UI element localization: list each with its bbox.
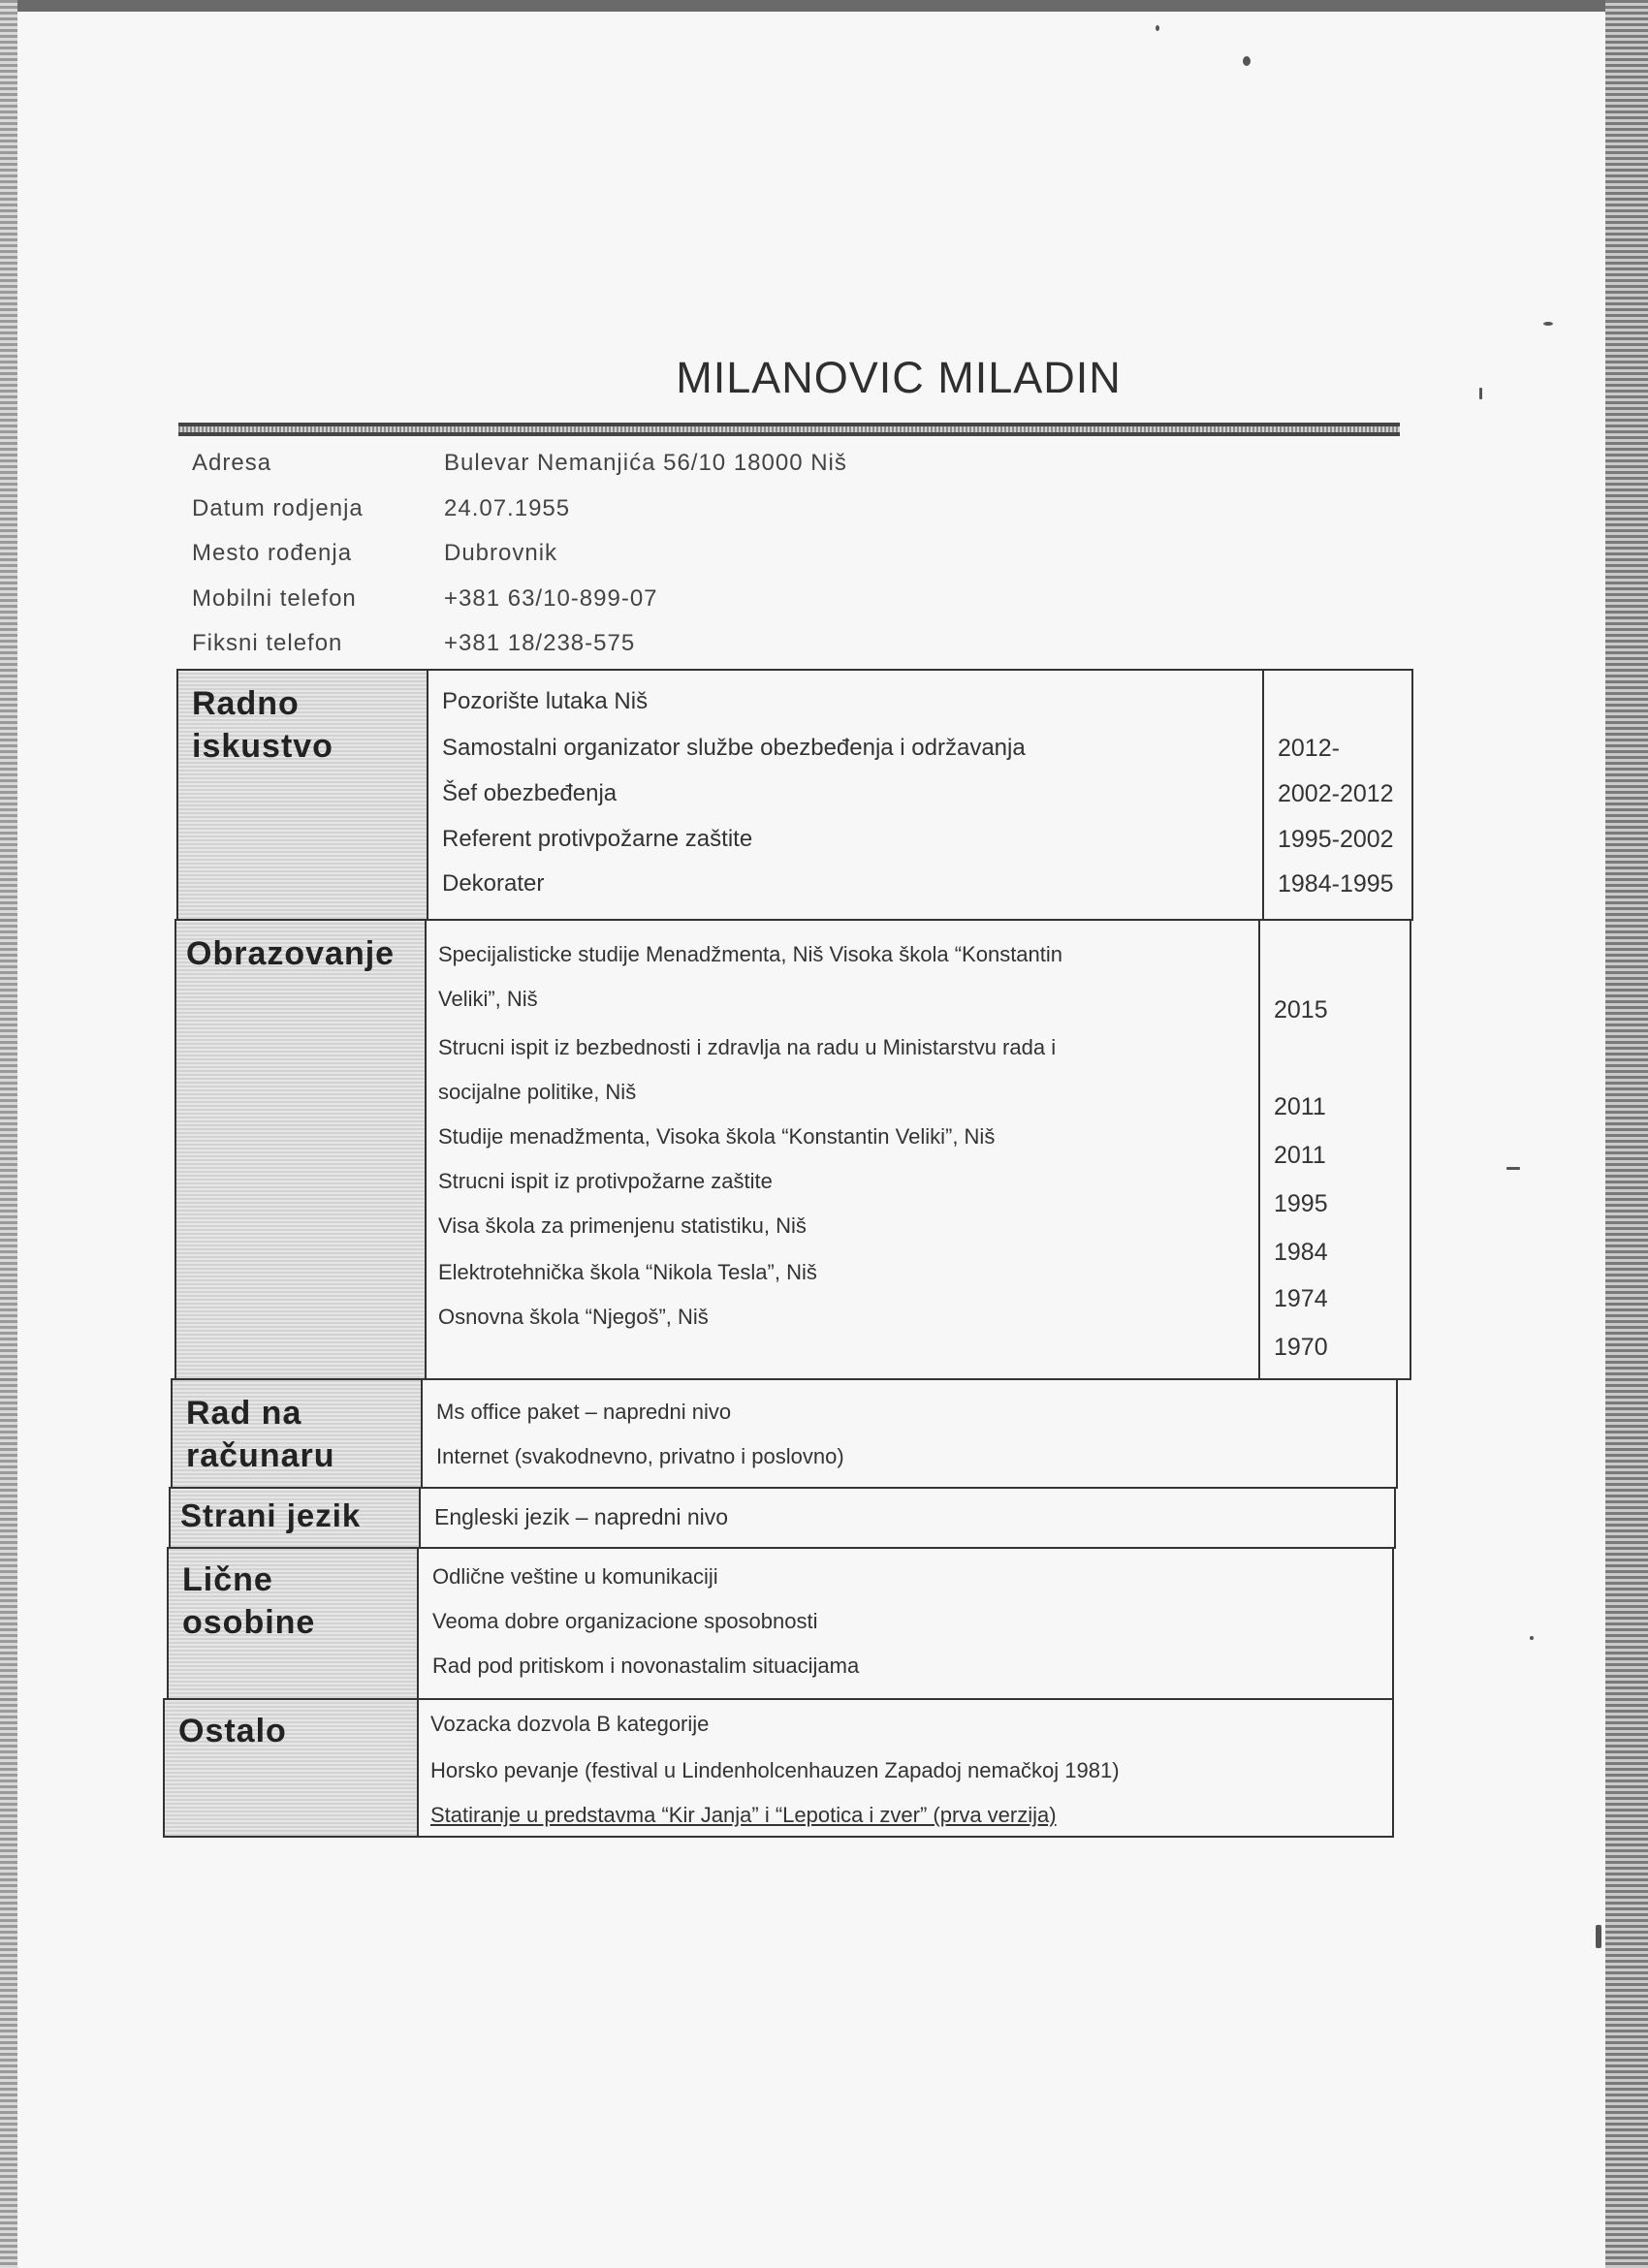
section-items xyxy=(442,671,1262,919)
year: 1974 xyxy=(1274,1285,1328,1312)
scan-speck xyxy=(1479,388,1482,399)
info-label: Mesto rođenja xyxy=(192,540,353,566)
resume-name: MILANOVIC MILADIN xyxy=(676,353,1122,402)
section-language xyxy=(169,1487,1396,1549)
year: 2011 xyxy=(1274,1093,1326,1120)
year: 2011 xyxy=(1274,1142,1326,1169)
section-heading: Lične osobine xyxy=(169,1549,419,1698)
list-item: Strucni ispit iz bezbednosti i zdravlja na radu u Ministarstvu rada i xyxy=(438,1035,1057,1059)
list-item: Odlične veštine u komunikaciji xyxy=(432,1564,718,1589)
section-years xyxy=(1262,671,1411,919)
section-items xyxy=(430,1700,1392,1836)
list-item: Studije menadžmenta, Visoka škola “Konstantin Veliki”, Niš xyxy=(438,1124,996,1149)
info-value: +381 63/10-899-07 xyxy=(444,584,658,612)
list-item: Pozorište lutaka Niš xyxy=(442,688,649,714)
info-label: Adresa xyxy=(192,450,272,476)
section-work xyxy=(176,669,1413,921)
info-value: Dubrovnik xyxy=(444,540,558,566)
scan-edge-right xyxy=(1605,0,1648,2268)
scan-speck xyxy=(1156,25,1159,31)
scan-speck xyxy=(1530,1636,1534,1640)
year: 1995-2002 xyxy=(1278,826,1394,853)
list-item: Vozacka dozvola B kategorije xyxy=(430,1712,710,1736)
list-item: Ms office paket – napredni nivo xyxy=(436,1400,732,1424)
year: 1984 xyxy=(1274,1239,1328,1266)
list-item: Strucni ispit iz protivpožarne zaštite xyxy=(438,1169,773,1193)
section-heading: Radno iskustvo xyxy=(178,671,428,919)
info-label: Fiksni telefon xyxy=(192,630,343,656)
list-item: Veoma dobre organizacione sposobnosti xyxy=(432,1609,818,1633)
section-items xyxy=(436,1380,1396,1487)
info-value: 24.07.1955 xyxy=(444,494,571,521)
year: 1995 xyxy=(1274,1190,1328,1217)
list-item: Osnovna škola “Njegoš”, Niš xyxy=(438,1305,709,1329)
list-item: Horsko pevanje (festival u Lindenholcenhauzen Zapadoj nemačkoj 1981) xyxy=(430,1758,1120,1782)
list-item: Elektrotehnička škola “Nikola Tesla”, Niš xyxy=(438,1260,817,1284)
section-items xyxy=(438,921,1258,1378)
list-item: Engleski jezik – napredni nivo xyxy=(434,1504,729,1529)
scan-edge-left xyxy=(0,0,17,2268)
year: 1984-1995 xyxy=(1278,870,1394,898)
list-item: Rad pod pritiskom i novonastalim situacijama xyxy=(432,1654,860,1678)
list-item: socijalne politike, Niš xyxy=(438,1080,637,1104)
scan-speck xyxy=(1543,322,1553,326)
section-heading: Ostalo xyxy=(165,1700,419,1836)
list-item: Šef obezbeđenja xyxy=(442,780,618,806)
scan-speck xyxy=(1596,1925,1601,1948)
year: 2002-2012 xyxy=(1278,780,1394,807)
info-label: Mobilni telefon xyxy=(192,584,357,612)
list-item: Dekorater xyxy=(442,870,545,897)
list-item: Visa škola za primenjenu statistiku, Niš xyxy=(438,1213,807,1238)
section-other xyxy=(163,1698,1394,1838)
list-item: Internet (svakodnevno, privatno i poslovno) xyxy=(436,1444,844,1468)
list-item: Referent protivpožarne zaštite xyxy=(442,826,753,852)
section-heading: Strani jezik xyxy=(171,1489,421,1547)
info-value: +381 18/238-575 xyxy=(444,630,636,656)
scan-speck xyxy=(1243,56,1251,66)
scan-speck xyxy=(1506,1167,1520,1170)
section-computer xyxy=(171,1378,1398,1489)
section-items xyxy=(432,1549,1392,1698)
document-page xyxy=(17,12,1605,2268)
title-divider xyxy=(178,423,1400,436)
section-traits xyxy=(167,1547,1394,1700)
info-label: Datum rodjenja xyxy=(192,494,364,521)
year: 2015 xyxy=(1274,996,1328,1024)
list-item: Veliki”, Niš xyxy=(438,987,538,1011)
year: 2012- xyxy=(1278,735,1340,762)
section-heading: Rad na računaru xyxy=(173,1380,423,1487)
scan-edge-top xyxy=(0,0,1648,12)
section-items xyxy=(434,1489,1394,1547)
section-education xyxy=(174,919,1411,1380)
year: 1970 xyxy=(1274,1334,1328,1361)
list-item: Specijalisticke studije Menadžmenta, Niš Visoka škola “Konstantin xyxy=(438,942,1063,966)
list-item: Samostalni organizator službe obezbeđenja i održavanja xyxy=(442,735,1026,761)
list-item: Statiranje u predstavma “Kir Janja” i “Lepotica i zver” (prva verzija) xyxy=(430,1803,1057,1827)
section-heading: Obrazovanje xyxy=(176,921,427,1378)
info-value: Bulevar Nemanjića 56/10 18000 Niš xyxy=(444,450,847,476)
section-years xyxy=(1258,921,1410,1378)
